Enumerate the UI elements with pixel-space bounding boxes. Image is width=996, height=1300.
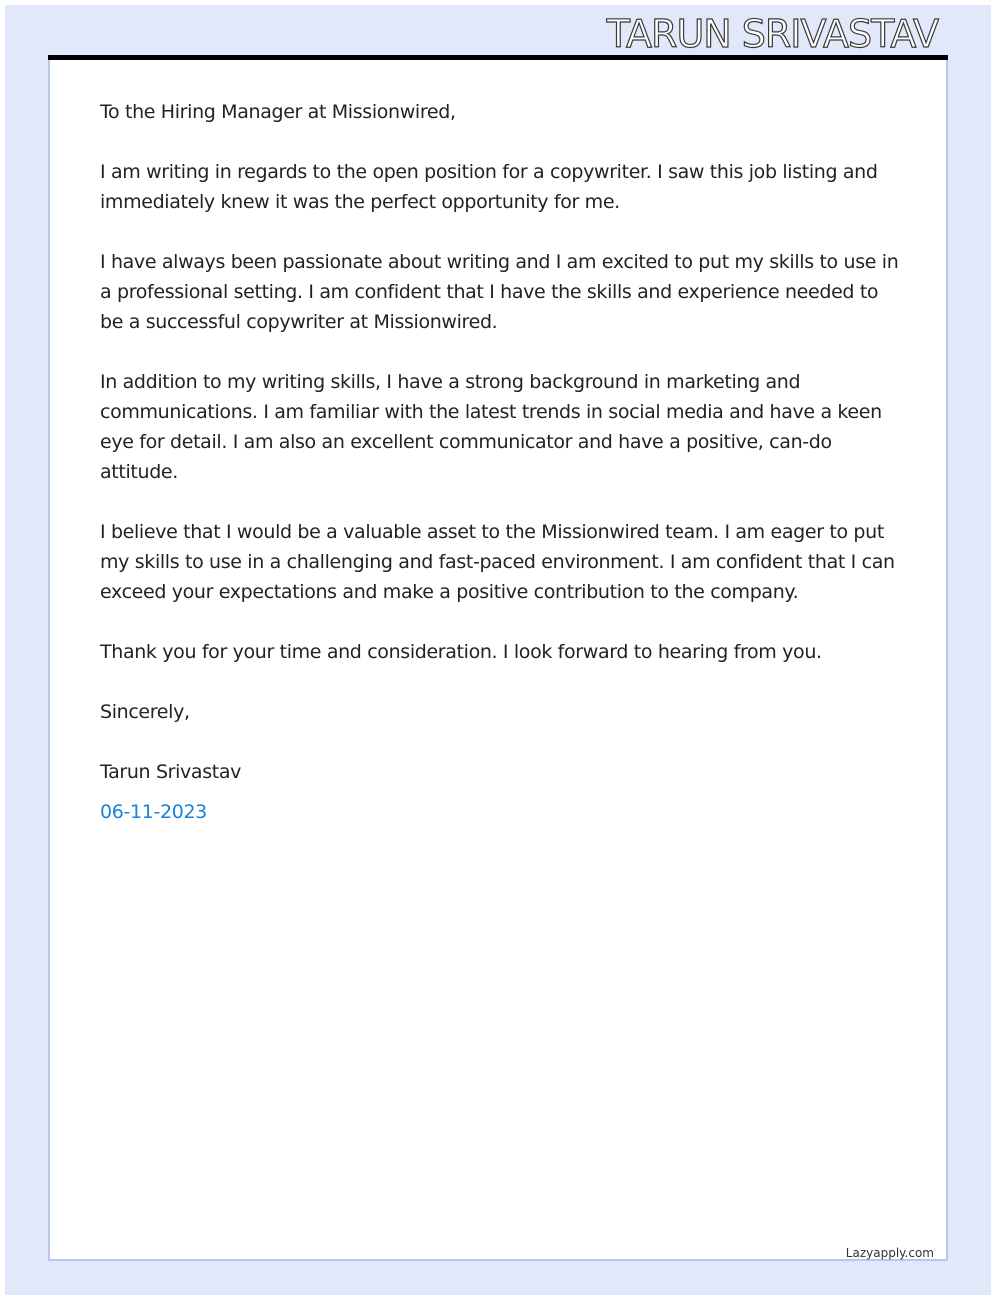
paragraph: I have always been passionate about writing and I am excited to put my skills to use in a professional setting. I am confident that I have the skills and experience needed to be a successful copywriter at Missionwired. (100, 251, 899, 333)
footer-brand: Lazyapply.com (845, 1246, 934, 1260)
paragraph: I believe that I would be a valuable asset to the Missionwired team. I am eager to put my skills to use in a challenging and fast-paced environment. I am confident that I can exceed your expectations and make a positive contribution to the company. (100, 521, 895, 603)
letter-date: 06-11-2023 (100, 801, 207, 823)
closing: Sincerely, (100, 701, 190, 723)
applicant-name-header: TARUN SRIVASTAV (606, 12, 938, 56)
cover-letter-body (100, 97, 900, 827)
paragraph: Thank you for your time and consideration. I look forward to hearing from you. (100, 641, 822, 663)
paragraph: I am writing in regards to the open position for a copywriter. I saw this job listing and immediately knew it was the perfect opportunity for me. (100, 161, 878, 213)
salutation: To the Hiring Manager at Missionwired, (100, 101, 456, 123)
paragraph: In addition to my writing skills, I have a strong background in marketing and communications. I am familiar with the latest trends in social media and have a keen eye for detail. I am also an excellent communicator and have a positive, can-do attitude. (100, 371, 882, 483)
signature: Tarun Srivastav (100, 761, 242, 783)
